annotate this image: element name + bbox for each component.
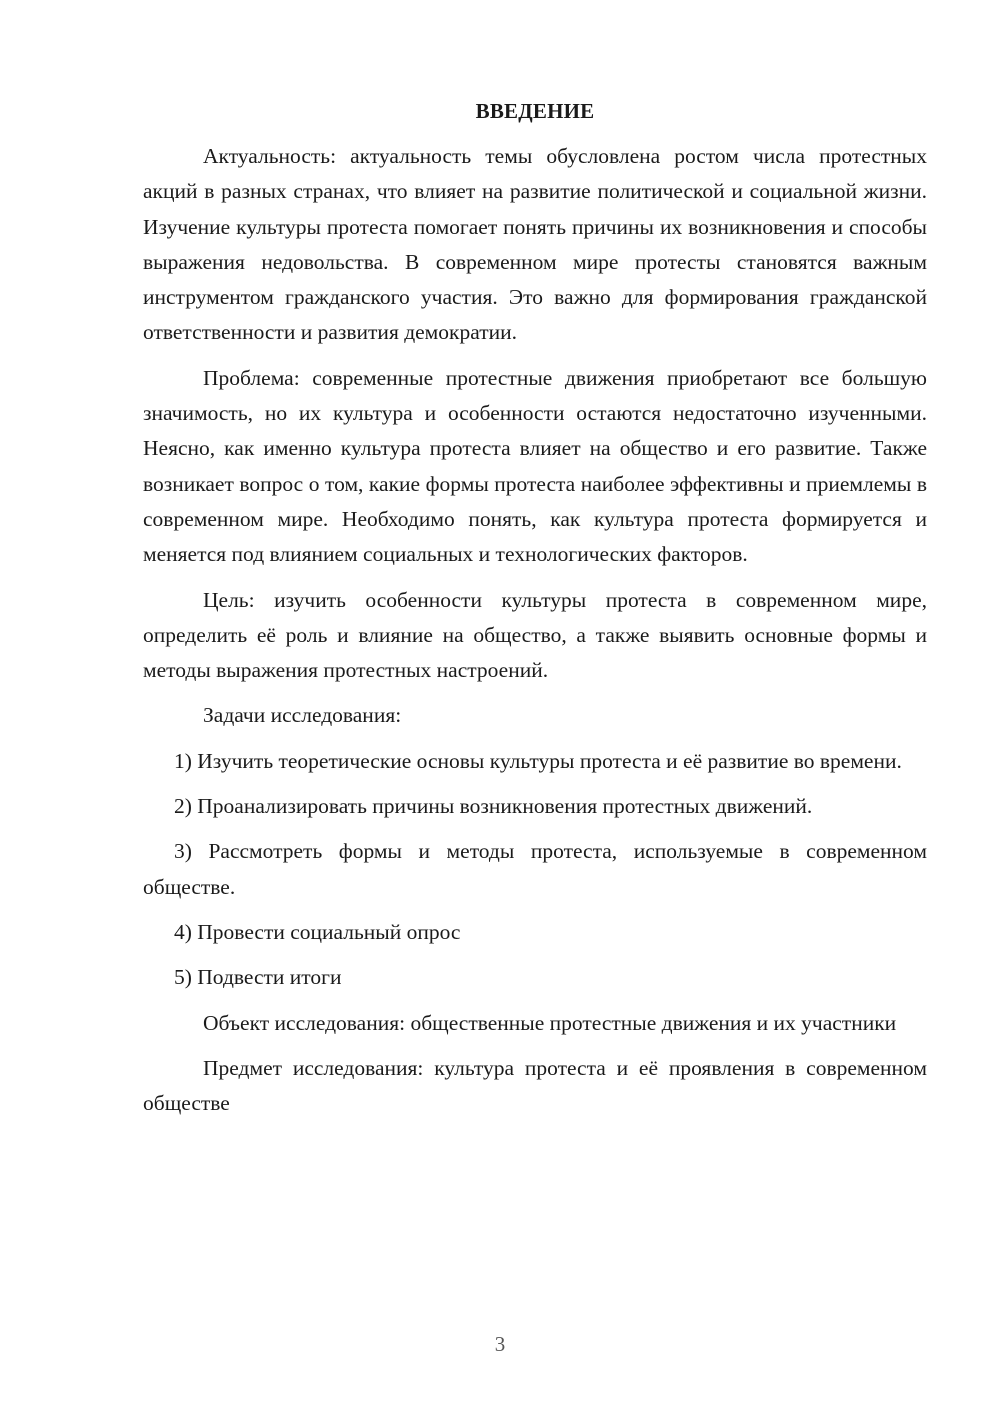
- task-item-1: 1) Изучить теоретические основы культуры протеста и её развитие во времени.: [174, 748, 902, 773]
- subject-paragraph: Предмет исследования: культура протеста и её проявления в современном обществе: [143, 1055, 927, 1116]
- task-item-2: 2) Проанализировать причины возникновения протестных движений.: [174, 794, 813, 819]
- problem-paragraph: Проблема: современные протестные движения приобретают все большую значимость, но их культура и особенности остаются недостаточно изученными. Неясно, как именно культура протеста влияет на общество и его развитие. Также возникает вопрос о том, какие формы протеста наиболее эффективны и приемлемы в современном мире. Необходимо понять, как культура протеста формируется и меняется под влиянием социальных и технологических факторов.: [143, 365, 927, 567]
- page-title: ВВЕДЕНИЕ: [475, 99, 595, 123]
- task-item-4: 4) Провести социальный опрос: [174, 919, 461, 944]
- page-number: 3: [494, 1332, 506, 1356]
- tasks-heading: Задачи исследования:: [203, 703, 402, 728]
- relevance-paragraph: Актуальность: актуальность темы обусловлена ростом числа протестных акций в разных странах, что влияет на развитие политической и социальной жизни. Изучение культуры протеста помогает понять причины их возникновения и способы выражения недовольства. В современном мире протесты становятся важным инструментом гражданского участия. Это важно для формирования гражданской ответственности и развития демократии.: [143, 144, 927, 345]
- object-paragraph: Объект исследования: общественные протестные движения и их участники: [203, 1010, 897, 1035]
- task-item-3: 3) Рассмотреть формы и методы протеста, используемые в современном обществе.: [143, 839, 927, 899]
- goal-paragraph: Цель: изучить особенности культуры протеста в современном мире, определить её роль и влияние на общество, а также выявить основные формы и методы выражения протестных настроений.: [143, 587, 927, 683]
- page-body: [143, 97, 927, 1131]
- task-item-5: 5) Подвести итоги: [174, 965, 342, 990]
